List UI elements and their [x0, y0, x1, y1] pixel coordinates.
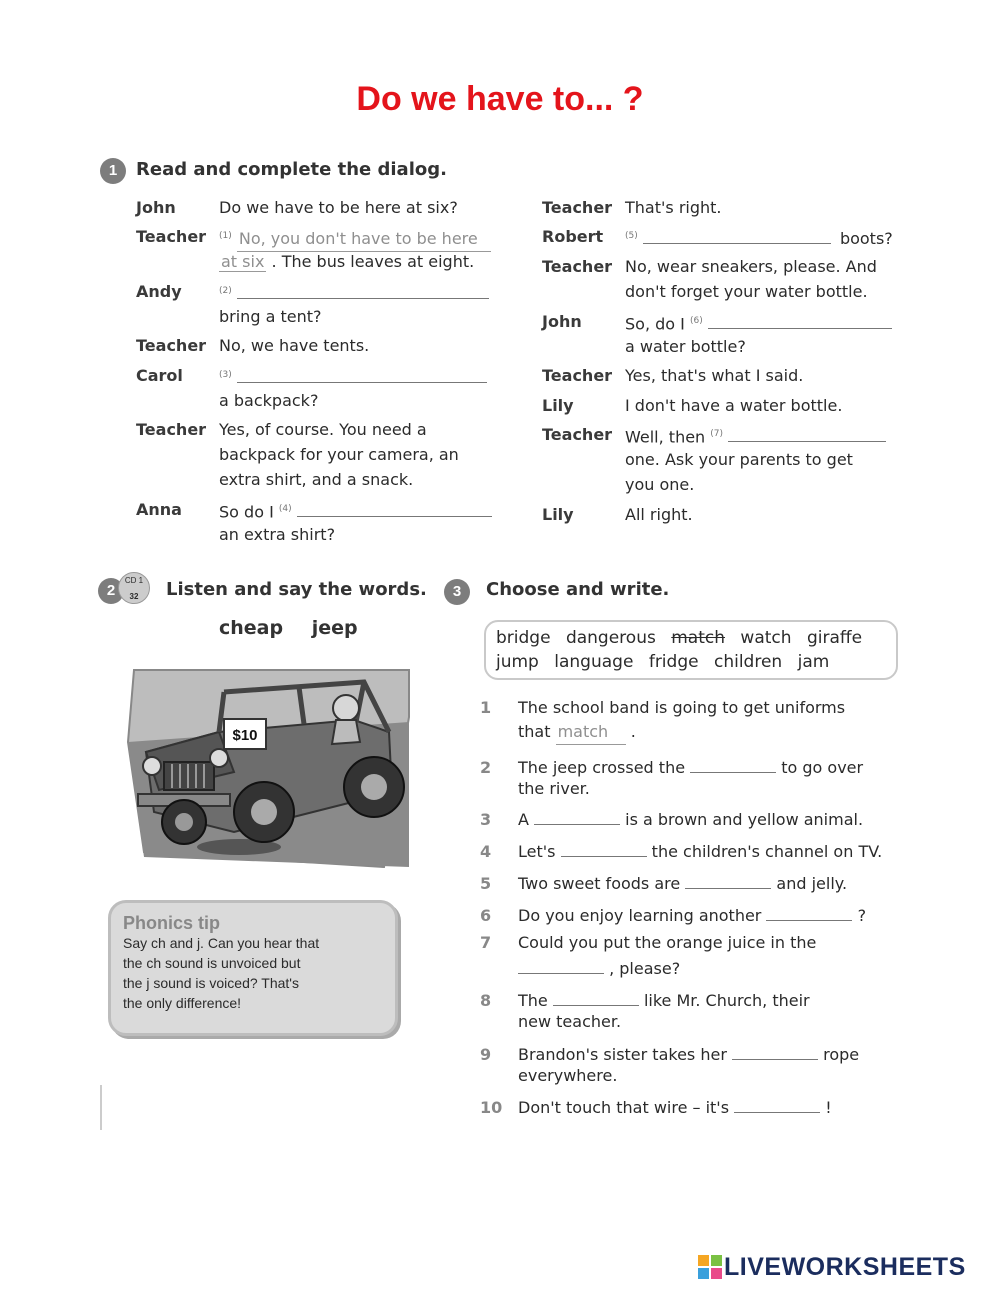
blank-number: (2) [219, 286, 232, 296]
dialog-line: extra shirt, and a snack. [219, 470, 414, 489]
word-bank-item: dangerous [565, 628, 656, 648]
question-text: . [630, 722, 636, 741]
question-text: Don't touch that wire – it's [518, 1098, 730, 1117]
dialog-line: . The bus leaves at eight. [271, 252, 475, 271]
answer-q9[interactable] [732, 1041, 818, 1060]
question-text: like Mr. Church, their [643, 991, 810, 1010]
question-text: Could you put the orange juice in the [518, 933, 817, 952]
dialog-line: So do I [219, 502, 274, 522]
question-text: Brandon's sister takes her [518, 1045, 727, 1064]
speaker: Robert [542, 227, 604, 246]
exercise-2-number: 2 [98, 578, 124, 604]
answer-q7[interactable] [518, 955, 604, 974]
dialog-line: Well, then [625, 427, 706, 447]
speaker: Lily [542, 505, 574, 524]
word-bank-item: language [554, 652, 634, 672]
answer-blank-5[interactable] [643, 225, 831, 244]
speaker: Teacher [542, 257, 613, 276]
answer-blank-1[interactable]: No, you don't have to be here [237, 226, 491, 252]
question-number: 8 [480, 991, 492, 1010]
answer-blank-2[interactable] [237, 280, 489, 299]
dialog-line: So, do I [625, 314, 685, 334]
answer-blank-7[interactable] [728, 423, 886, 442]
phonics-tip-heading: Phonics tip [123, 913, 221, 933]
question-text: is a brown and yellow animal. [625, 810, 864, 829]
question-text: Two sweet foods are [518, 874, 681, 893]
exercise-3-number: 3 [444, 579, 470, 605]
dialog-line: you one. [625, 475, 695, 494]
dialog-line: That's right. [625, 198, 722, 217]
cd-label: CD 1 [124, 576, 144, 585]
question-text: ! [825, 1098, 832, 1117]
word-bank-item: children [713, 652, 783, 672]
question-text: Let's [518, 842, 556, 861]
exercise-2-heading: Listen and say the words. [166, 579, 427, 600]
word-cheap: cheap [219, 617, 284, 639]
question-text: The jeep crossed the [518, 758, 686, 777]
question-number: 7 [480, 933, 492, 952]
speaker: Anna [136, 500, 182, 519]
speaker: Teacher [136, 336, 207, 355]
question-text: ? [857, 906, 867, 925]
dialog-line: No, wear sneakers, please. And [625, 257, 877, 276]
answer-blank-1-cont[interactable]: at six [221, 252, 265, 271]
word-bank-item: watch [740, 628, 792, 648]
answer-blank-3[interactable] [237, 364, 487, 383]
question-text: the children's channel on TV. [651, 842, 883, 861]
blank-number: (6) [689, 316, 703, 326]
phonics-tip-text: Say ch and j. Can you hear that [123, 935, 320, 951]
word-bank-item: fridge [648, 652, 699, 672]
dialog-line: No, we have tents. [219, 336, 370, 355]
dialog-line: Do we have to be here at six? [219, 198, 458, 217]
speaker: Teacher [136, 227, 207, 246]
question-text: A [518, 810, 529, 829]
question-number: 6 [480, 906, 492, 925]
question-text: new teacher. [518, 1012, 622, 1031]
blank-number: (7) [710, 429, 724, 439]
question-number: 4 [480, 842, 492, 861]
exercise-3-heading: Choose and write. [486, 579, 670, 600]
phonics-words [219, 617, 358, 639]
word-bank-item: giraffe [806, 628, 863, 648]
word-bank-item: jam [797, 652, 830, 672]
jeep-illustration [124, 662, 416, 878]
blank-number: (4) [278, 504, 292, 514]
liveworksheets-logo-icon [698, 1255, 722, 1279]
answer-q5[interactable] [685, 870, 771, 889]
dialog-line: an extra shirt? [219, 525, 336, 544]
question-text: and jelly. [776, 874, 848, 893]
phonics-tip-text: the j sound is voiced? That's [123, 975, 299, 991]
blank-number: (3) [219, 370, 232, 380]
question-number: 2 [480, 758, 492, 777]
question-text: everywhere. [518, 1066, 618, 1085]
answer-q2[interactable] [690, 754, 776, 773]
dialog-line: All right. [625, 505, 693, 524]
question-number: 10 [480, 1098, 503, 1117]
phonics-tip-text: the ch sound is unvoiced but [123, 955, 301, 971]
answer-q1[interactable]: match [556, 720, 626, 745]
dialog-line: Yes, of course. You need a [219, 420, 427, 439]
answer-blank-6[interactable] [708, 310, 892, 329]
liveworksheets-watermark: LIVEWORKSHEETS [724, 1253, 966, 1281]
answer-q3[interactable] [534, 806, 620, 825]
answer-q10[interactable] [734, 1094, 820, 1113]
speaker: Teacher [136, 420, 207, 439]
question-text: The school band is going to get uniforms [518, 698, 846, 717]
price-tag: $10 [232, 727, 258, 744]
word-bank-item: match [671, 628, 726, 648]
speaker: Teacher [542, 366, 613, 385]
word-jeep: jeep [311, 617, 358, 639]
question-text: rope [823, 1045, 860, 1064]
dialog-line: bring a tent? [219, 307, 322, 326]
speaker: John [542, 312, 582, 331]
question-text: The [518, 991, 548, 1010]
question-text: that [518, 722, 551, 741]
dialog-line: I don't have a water bottle. [625, 396, 843, 415]
question-text: Do you enjoy learning another [518, 906, 762, 925]
word-bank-item: jump [496, 652, 539, 672]
speaker: Teacher [542, 198, 613, 217]
dialog-line: a water bottle? [625, 337, 746, 356]
answer-blank-4[interactable] [297, 498, 492, 517]
answer-q4[interactable] [561, 838, 647, 857]
blank-number: (5) [625, 231, 638, 241]
dialog-line: backpack for your camera, an [219, 445, 459, 464]
cd-track: 32 [129, 592, 139, 601]
dialog-line: Yes, that's what I said. [625, 366, 804, 385]
phonics-tip-box [108, 900, 398, 1036]
question-text: the river. [518, 779, 590, 798]
word-bank-item: bridge [496, 628, 551, 648]
dialog-line: don't forget your water bottle. [625, 282, 868, 301]
question-text: to go over [781, 758, 864, 777]
speaker: Teacher [542, 425, 613, 444]
speaker: John [136, 198, 176, 217]
question-number: 5 [480, 874, 492, 893]
answer-q8[interactable] [553, 987, 639, 1006]
exercise-1-number: 1 [100, 158, 126, 184]
exercise-1-heading: Read and complete the dialog. [136, 159, 447, 180]
question-number: 9 [480, 1045, 492, 1064]
dialog-line: a backpack? [219, 391, 319, 410]
page-title: Do we have to... ? [356, 80, 644, 118]
blank-number: (1) [219, 231, 232, 241]
margin-line [100, 1085, 102, 1130]
phonics-tip-text: the only difference! [123, 995, 242, 1011]
word-bank [484, 620, 898, 680]
dialog-line: one. Ask your parents to get [625, 450, 853, 469]
speaker: Andy [136, 282, 182, 301]
answer-q6[interactable] [766, 902, 852, 921]
speaker: Carol [136, 366, 183, 385]
cd-icon [118, 572, 150, 604]
question-number: 1 [480, 698, 492, 717]
dialog-line: boots? [839, 229, 893, 249]
question-text: , please? [609, 959, 681, 978]
question-number: 3 [480, 810, 492, 829]
speaker: Lily [542, 396, 574, 415]
